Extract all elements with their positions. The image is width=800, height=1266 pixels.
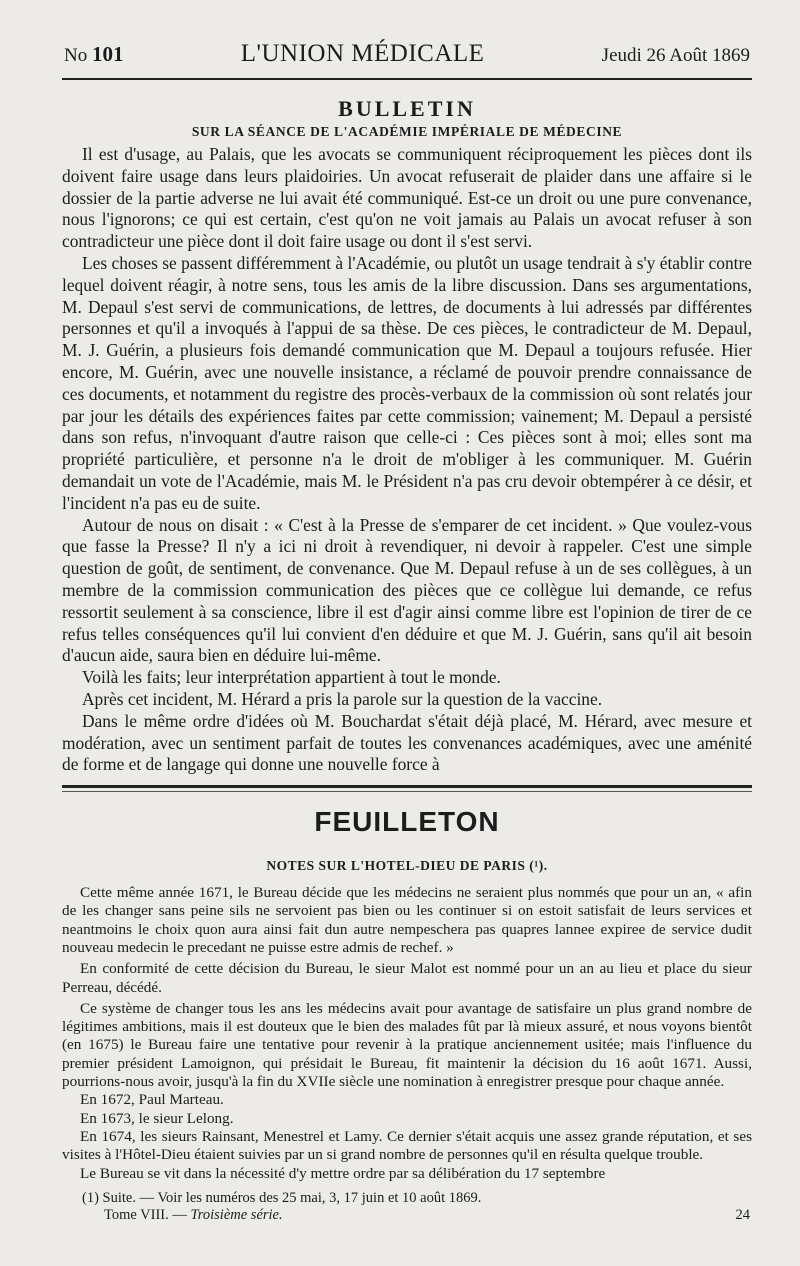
issue-date: Jeudi 26 Août 1869	[601, 45, 750, 66]
bulletin-body	[62, 144, 752, 776]
bulletin-subtitle: SUR LA SÉANCE DE L'ACADÉMIE IMPÉRIALE DE MÉDECINE	[191, 124, 623, 139]
bulletin-paragraph: Dans le même ordre d'idées où M. Bouchardat s'était déjà placé, M. Hérard, avec mesure et modération, avec un sentiment parfait de toutes les convenances académiques, avec une aménité de forme et de langage qui donne une nouvelle force à	[62, 710, 752, 775]
feuilleton-paragraph: En 1673, le sieur Lelong.	[80, 1109, 234, 1127]
page-header	[62, 40, 752, 68]
footnote: (1) Suite. — Voir les numéros des 25 mai, 3, 17 juin et 10 août 1869.	[82, 1189, 482, 1206]
feuilleton-paragraph: Ce système de changer tous les ans les médecins avait pour avantage de satisfaire un plus grand nombre de légitimes ambitions, mais il est douteux que le bien des malades fût par là mieux assuré, et nous voyons bientôt (en 1675) le Bureau faire une tentative pour revenir à la pratique anciennement usitée; mais l'influence du premier président Lamoignon, qui présidait le Bureau, fit maintenir la décision du 16 août 1671. Aussi, pourrions-nous avoir, jusqu'à la fin du XVIIe siècle une nomination à enregistrer presque pour chaque année.	[62, 999, 752, 1091]
series-label: Troisième série.	[190, 1206, 283, 1223]
page-number: 24	[735, 1206, 750, 1223]
number-value: 101	[91, 42, 124, 66]
feuilleton-paragraph: Le Bureau se vit dans la nécessité d'y mettre ordre par sa délibération du 17 septembre	[80, 1164, 606, 1182]
number-label: No	[64, 45, 88, 66]
feuilleton-paragraph: En conformité de cette décision du Bureau, le sieur Malot est nommé pour un an au lieu et place du sieur Perreau, décédé.	[62, 960, 752, 996]
bulletin-paragraph: Il est d'usage, au Palais, que les avocats se communiquent réciproquement les pièces dont ils doivent faire usage dans leurs plaidoiries. Un avocat refuserait de plaider dans une affaire si le dossier de la partie adverse ne lui avait été communiqué. Est-ce un droit ou une pure convenance, nous l'ignorons; ce qui est certain, c'est qu'on ne voit jamais au Palais un avocat refuser à son contradicteur une pièce dont il doit faire usage ou dont il s'est servi.	[62, 144, 752, 252]
bulletin-title: BULLETIN	[338, 96, 476, 121]
notes-title: NOTES SUR L'HOTEL-DIEU DE PARIS (¹).	[266, 858, 548, 874]
feuilleton-paragraph: En 1672, Paul Marteau.	[80, 1091, 224, 1109]
page-footer	[62, 1207, 752, 1224]
bulletin-paragraph: Les choses se passent différemment à l'Académie, ou plutôt un usage tendrait à s'y établir contre lequel doivent réagir, à notre sens, tous les amis de la libre discussion. Dans ses argumentations, M. Depaul s'est servi de communications, de lettres, de documents à lui adressés par différentes personnes et qu'il a invoqués à l'appui de sa thèse. De ces pièces, le contradicteur de M. Depaul, M. J. Guérin, a plusieurs fois demandé communication que M. Depaul a toujours refusée. Hier encore, M. Guérin, avec une nouvelle insistance, a réclamé de pouvoir prendre connaissance de ces documents, et notamment du registre des procès-verbaux de la commission où sont relatés jour par jour les détails des expériences faites par cette commission; vainement; M. Depaul a persisté dans son refus, n'invoquant d'autre raison que celle-ci : Ces pièces sont à moi; elles sont ma propriété particulière, et personne n'a le droit de m'obliger à les communiquer. M. Guérin demandait un vote de l'Académie, mais M. le Président n'a pas cru devoir obtempérer à ce désir, et l'incident n'a pas eu de suite.	[62, 252, 752, 513]
feuilleton-body	[62, 884, 752, 1183]
volume-label: Tome VIII. —	[104, 1206, 187, 1223]
bulletin-paragraph: Après cet incident, M. Hérard a pris la parole sur la question de la vaccine.	[82, 688, 603, 709]
volume-info	[104, 1207, 283, 1224]
issue-number	[64, 42, 123, 67]
feuilleton-title: FEUILLETON	[314, 806, 500, 838]
bulletin-paragraph: Autour de nous on disait : « C'est à la Presse de s'emparer de cet incident. » Que voulez-vous que fasse la Presse? Il n'y a ici ni droit à revendiquer, ni devoir à rappeler. C'est une simple question de goût, de sentiment, de convenance. Que M. Depaul refuse à un de ses collègues, à un membre de la commission communication des pièces que ce collègue lui demande, ce refus ressortit seulement à sa conscience, libre il est d'agir ainsi comme libre est l'opinion de tirer de ce refus telles conséquences qu'il lui convient d'en déduire et que M. J. Guérin, sans qu'il ait besoin d'aucun aide, saura bien en déduire lui-même.	[62, 514, 752, 666]
feuilleton-paragraph: Cette même année 1671, le Bureau décide que les médecins ne seraient plus nommés que pour un an, « afin de les changer sans peine sils ne servoient pas bien ou les continuer si on estoit satisfait de leurs services et neantmoins le choix quon aura ainsi fait dun autre nempeschera pas quapres lannee expiree de service dudit nouveau medecin le precedant ne puisse estre admis de rechef. »	[62, 884, 752, 956]
feuilleton-paragraph: En 1674, les sieurs Rainsant, Menestrel et Lamy. Ce dernier s'était acquis une assez grande réputation, et ses visites à l'Hôtel-Dieu étaient suivies par un si grand nombre de personnes qu'il en résulta quelque trouble.	[62, 1127, 752, 1164]
header-rule	[62, 78, 752, 80]
bulletin-paragraph: Voilà les faits; leur interprétation appartient à tout le monde.	[82, 667, 501, 688]
feuilleton-divider	[62, 785, 752, 792]
journal-title: L'UNION MÉDICALE	[240, 40, 485, 67]
